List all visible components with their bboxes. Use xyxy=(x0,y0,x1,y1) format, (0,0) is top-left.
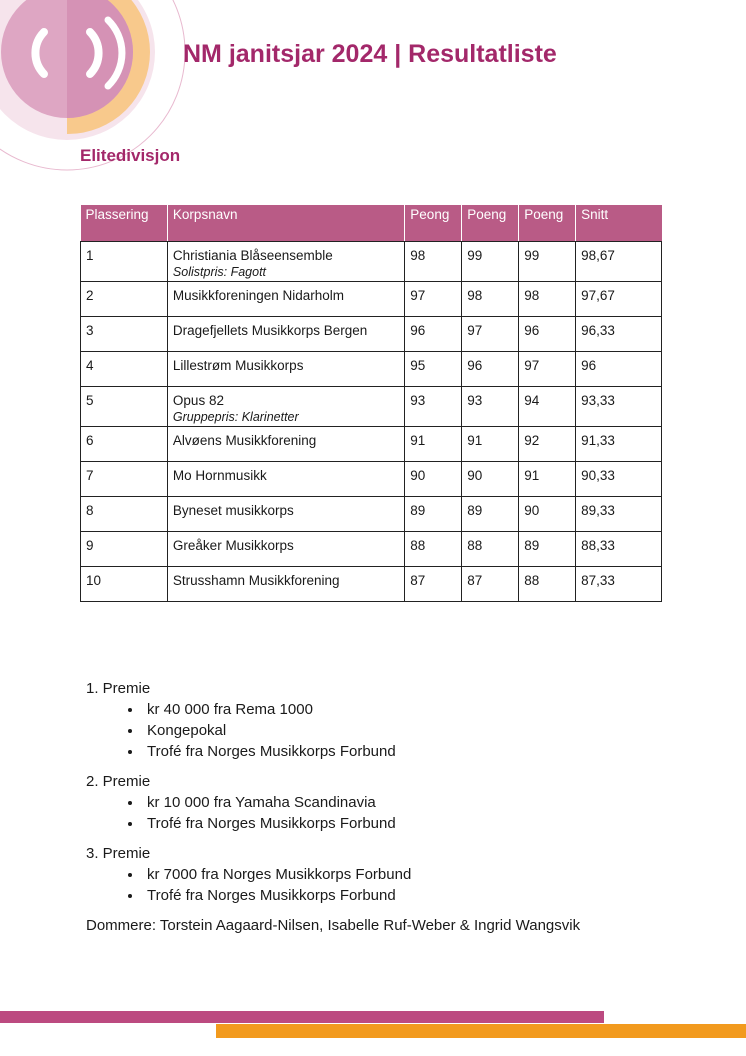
placement-cell xyxy=(81,427,168,462)
score-1-cell xyxy=(405,567,462,602)
placement-text: 10 xyxy=(86,573,102,588)
score-3-cell xyxy=(519,532,576,567)
placement-cell xyxy=(81,317,168,352)
placement-cell xyxy=(81,387,168,427)
score-2-cell xyxy=(462,242,519,282)
table-header-row xyxy=(81,205,662,241)
score-2-text: 97 xyxy=(467,323,483,338)
score-2-cell xyxy=(462,317,519,352)
band-name-cell xyxy=(167,317,404,352)
score-3-text: 97 xyxy=(524,358,540,373)
score-1-cell xyxy=(405,242,462,282)
score-1-text: 91 xyxy=(410,433,426,448)
judges-line: Dommere: Torstein Aagaard-Nilsen, Isabelle Ruf-Weber & Ingrid Wangsvik xyxy=(86,917,581,934)
score-2-text: 99 xyxy=(467,248,483,263)
score-3-text: 94 xyxy=(524,393,540,408)
score-3-cell xyxy=(519,427,576,462)
prize-item: • kr 40 000 fra Rema 1000 xyxy=(143,699,580,720)
score-2-text: 93 xyxy=(467,393,483,408)
score-1-text: 87 xyxy=(410,573,426,588)
table-row xyxy=(81,567,662,602)
table-row xyxy=(81,282,662,317)
placement-text: 1 xyxy=(86,248,94,263)
placement-text: 4 xyxy=(86,358,94,373)
score-3-cell xyxy=(519,317,576,352)
band-name-text: Byneset musikkorps xyxy=(172,503,294,518)
score-2-cell xyxy=(462,532,519,567)
score-3-text: 89 xyxy=(524,538,540,553)
score-1-cell xyxy=(405,387,462,427)
score-3-cell xyxy=(519,282,576,317)
prize-item: • Kongepokal xyxy=(143,720,580,741)
table-row xyxy=(81,497,662,532)
score-1-text: 93 xyxy=(410,393,426,408)
score-1-cell xyxy=(405,317,462,352)
score-1-text: 95 xyxy=(410,358,426,373)
average-text: 96,33 xyxy=(581,323,615,338)
average-cell xyxy=(576,242,662,282)
score-1-cell xyxy=(405,282,462,317)
band-name-cell xyxy=(167,387,404,427)
placement-cell xyxy=(81,567,168,602)
score-3-cell xyxy=(519,387,576,427)
score-1-cell xyxy=(405,462,462,497)
table-row xyxy=(81,317,662,352)
score-2-cell xyxy=(462,387,519,427)
page-title: NM janitsjar 2024 | Resultatliste xyxy=(183,40,557,68)
table-row xyxy=(81,427,662,462)
prize-list-3 xyxy=(86,864,580,906)
average-cell xyxy=(576,532,662,567)
band-name-text: Lillestrøm Musikkorps xyxy=(172,358,304,373)
average-text: 88,33 xyxy=(581,538,615,553)
table-row xyxy=(81,532,662,567)
score-2-text: 90 xyxy=(467,468,483,483)
score-2-text: 89 xyxy=(467,503,483,518)
column-header-score-1: Peong xyxy=(405,205,462,241)
column-header-name: Korpsnavn xyxy=(167,205,404,241)
score-1-text: 97 xyxy=(410,288,426,303)
band-name-cell xyxy=(167,282,404,317)
prize-heading-3: 3. Premie xyxy=(86,845,151,862)
prize-item: • kr 10 000 fra Yamaha Scandinavia xyxy=(143,792,580,813)
placement-text: 9 xyxy=(86,538,94,553)
table-row xyxy=(81,462,662,497)
placement-text: 7 xyxy=(86,468,94,483)
prize-item: • Trofé fra Norges Musikkorps Forbund xyxy=(143,885,580,906)
score-3-text: 92 xyxy=(524,433,540,448)
average-cell xyxy=(576,427,662,462)
score-1-text: 96 xyxy=(410,323,426,338)
score-1-text: 89 xyxy=(410,503,426,518)
placement-text: 5 xyxy=(86,393,94,408)
score-1-text: 88 xyxy=(410,538,426,553)
placement-text: 3 xyxy=(86,323,94,338)
footer-bar-orange xyxy=(216,1024,746,1038)
score-2-cell xyxy=(462,567,519,602)
results-table xyxy=(80,205,662,602)
table-row xyxy=(81,352,662,387)
score-2-text: 91 xyxy=(467,433,483,448)
average-cell xyxy=(576,282,662,317)
score-2-cell xyxy=(462,282,519,317)
average-cell xyxy=(576,317,662,352)
score-1-cell xyxy=(405,532,462,567)
special-prize-note: Solistpris: Fagott xyxy=(172,265,267,279)
placement-cell xyxy=(81,462,168,497)
column-header-score-2: Poeng xyxy=(462,205,519,241)
score-1-text: 98 xyxy=(410,248,426,263)
placement-cell xyxy=(81,532,168,567)
band-name-cell xyxy=(167,242,404,282)
placement-text: 2 xyxy=(86,288,94,303)
score-2-text: 87 xyxy=(467,573,483,588)
band-name-text: Greåker Musikkorps xyxy=(172,538,294,553)
score-3-cell xyxy=(519,242,576,282)
score-3-cell xyxy=(519,497,576,532)
placement-cell xyxy=(81,497,168,532)
average-text: 96 xyxy=(581,358,597,373)
average-text: 93,33 xyxy=(581,393,615,408)
band-name-text: Dragefjellets Musikkorps Bergen xyxy=(172,323,368,338)
band-name-cell xyxy=(167,462,404,497)
special-prize-note: Gruppepris: Klarinetter xyxy=(172,410,299,424)
average-text: 97,67 xyxy=(581,288,615,303)
score-2-cell xyxy=(462,462,519,497)
division-heading: Elitedivisjon xyxy=(80,146,181,165)
band-name-cell xyxy=(167,497,404,532)
band-name-text: Alvøens Musikkforening xyxy=(172,433,317,448)
footer-bar-magenta xyxy=(0,1011,604,1023)
placement-cell xyxy=(81,242,168,282)
score-3-cell xyxy=(519,567,576,602)
average-cell xyxy=(576,462,662,497)
average-cell xyxy=(576,497,662,532)
prize-item: • Trofé fra Norges Musikkorps Forbund xyxy=(143,813,580,834)
prize-list-2 xyxy=(86,792,580,834)
band-name-cell xyxy=(167,532,404,567)
band-name-text: Christiania Blåseensemble xyxy=(172,248,333,263)
score-3-text: 98 xyxy=(524,288,540,303)
average-text: 91,33 xyxy=(581,433,615,448)
prize-item: • kr 7000 fra Norges Musikkorps Forbund xyxy=(143,864,580,885)
score-3-text: 99 xyxy=(524,248,540,263)
score-2-cell xyxy=(462,352,519,387)
average-text: 89,33 xyxy=(581,503,615,518)
placement-text: 6 xyxy=(86,433,94,448)
table-row xyxy=(81,242,662,282)
band-name-cell xyxy=(167,427,404,462)
score-3-cell xyxy=(519,462,576,497)
score-3-cell xyxy=(519,352,576,387)
score-2-cell xyxy=(462,497,519,532)
column-header-score-3: Poeng xyxy=(519,205,576,241)
score-2-cell xyxy=(462,427,519,462)
placement-text: 8 xyxy=(86,503,94,518)
score-3-text: 90 xyxy=(524,503,540,518)
prize-item: • Trofé fra Norges Musikkorps Forbund xyxy=(143,741,580,762)
column-header-average: Snitt xyxy=(576,205,662,241)
band-name-text: Mo Hornmusikk xyxy=(172,468,267,483)
prize-heading-1: 1. Premie xyxy=(86,680,151,697)
band-name-text: Strusshamn Musikkforening xyxy=(172,573,340,588)
score-2-text: 88 xyxy=(467,538,483,553)
score-2-text: 98 xyxy=(467,288,483,303)
prize-list-1 xyxy=(86,699,580,762)
prize-section xyxy=(86,678,580,936)
placement-cell xyxy=(81,352,168,387)
average-cell xyxy=(576,567,662,602)
band-name-cell xyxy=(167,352,404,387)
band-name-cell xyxy=(167,567,404,602)
band-name-text: Musikkforeningen Nidarholm xyxy=(172,288,344,303)
score-1-text: 90 xyxy=(410,468,426,483)
table-row xyxy=(81,387,662,427)
prize-heading-2: 2. Premie xyxy=(86,773,151,790)
placement-cell xyxy=(81,282,168,317)
score-2-text: 96 xyxy=(467,358,483,373)
average-text: 98,67 xyxy=(581,248,615,263)
score-1-cell xyxy=(405,352,462,387)
average-text: 87,33 xyxy=(581,573,615,588)
score-3-text: 96 xyxy=(524,323,540,338)
average-text: 90,33 xyxy=(581,468,615,483)
average-cell xyxy=(576,352,662,387)
score-1-cell xyxy=(405,497,462,532)
column-header-placement: Plassering xyxy=(81,205,168,241)
score-3-text: 88 xyxy=(524,573,540,588)
average-cell xyxy=(576,387,662,427)
score-1-cell xyxy=(405,427,462,462)
score-3-text: 91 xyxy=(524,468,540,483)
band-name-text: Opus 82 xyxy=(172,393,224,408)
